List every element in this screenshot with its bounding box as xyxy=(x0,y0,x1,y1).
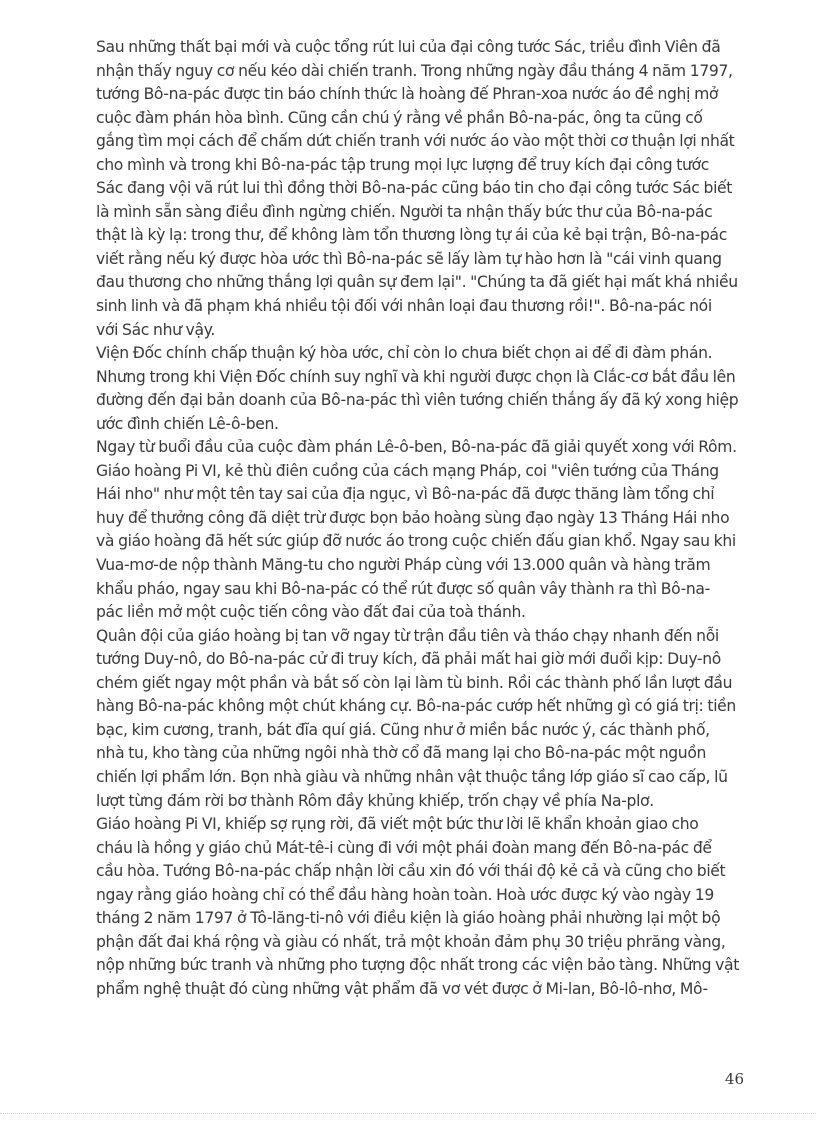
text-line: thật là kỳ lạ: trong thư, để không làm tổn thương lòng tự ái của kẻ bại trận, Bô-na-pác xyxy=(96,226,727,245)
paragraph xyxy=(96,342,776,436)
text-line: Nhưng trong khi Viện Đốc chính suy nghĩ và khi người được chọn là Clắc-cơ bắt đầu lên xyxy=(96,367,736,386)
text-line: Sác đang vội vã rút lui thì đồng thời Bô-na-pác cũng báo tin cho đại công tước Sác biết xyxy=(96,179,733,198)
text-line: nhận thấy nguy cơ nếu kéo dài chiến tranh. Trong những ngày đầu tháng 4 năm 1797, xyxy=(96,61,733,80)
text-line: tướng Duy-nô, do Bô-na-pác cử đi truy kích, đã phải mất hai giờ mới đuổi kịp: Duy-nô xyxy=(96,650,721,669)
text-line: nộp những bức tranh và những pho tượng độc nhất trong các viện bảo tàng. Những vật xyxy=(96,956,740,975)
text-line: pác liền mở một cuộc tiến công vào đất đai của toà thánh. xyxy=(96,603,526,622)
text-line: viết rằng nếu ký được hòa ước thì Bô-na-pác sẽ lấy làm tự hào hơn là "cái vinh quang xyxy=(96,249,722,268)
text-line: đau thương cho những thắng lợi quân sự đem lại". "Chúng ta đã giết hại mất khá nhiều xyxy=(96,273,738,292)
text-line: tướng Bô-na-pác được tin báo chính thức là hoàng đế Phran-xoa nước áo đề nghị mở xyxy=(96,85,719,104)
text-line: sinh linh và đã phạm khá nhiều tội đối với nhân loại đau thương rồi!". Bô-na-pác nói xyxy=(96,297,712,316)
text-line: là mình sẵn sàng điều đình ngừng chiến. Người ta nhận thấy bức thư của Bô-na-pác xyxy=(96,202,713,221)
text-line: chiến lợi phẩm lớn. Bọn nhà giàu và những nhân vật thuộc tầng lớp giáo sĩ cao cấp, lũ xyxy=(96,767,728,786)
text-line: huy để thưởng công đã diệt trừ được bọn bảo hoàng sùng đạo ngày 13 Tháng Hái nho xyxy=(96,508,730,527)
text-line: đường đến đại bản doanh của Bô-na-pác thì viên tướng chiến thắng ấy đã ký xong hiệp xyxy=(96,391,739,410)
text-line: cuộc đàm phán hòa bình. Cũng cần chú ý rằng về phần Bô-na-pác, ông ta cũng cố xyxy=(96,108,703,127)
text-line: ước đình chiến Lê-ô-ben. xyxy=(96,414,279,433)
text-line: lượt từng đám rời bơ thành Rôm đầy khủng khiếp, trốn chạy về phía Na-plơ. xyxy=(96,791,654,810)
text-line: bạc, kim cương, tranh, bát đĩa quí giá. Cũng như ở miền bắc nước ý, các thành phố, xyxy=(96,720,710,739)
text-line: Quân đội của giáo hoàng bị tan vỡ ngay từ trận đầu tiên và tháo chạy nhanh đến nỗi xyxy=(96,626,719,645)
body-text xyxy=(96,36,776,1001)
text-line: cháu là hồng y giáo chủ Mát-tê-i cùng đi với một phái đoàn mang đến Bô-na-pác để xyxy=(96,838,712,857)
text-line: cầu hòa. Tướng Bô-na-pác chấp nhận lời cầu xin đó với thái độ kẻ cả và cũng cho biết xyxy=(96,862,726,881)
text-line: Hái nho" như một tên tay sai của địa ngục, vì Bô-na-pác đã được thăng làm tổng chỉ xyxy=(96,485,715,504)
text-line: gắng tìm mọi cách để chấm dứt chiến tranh với nước áo vào một thời cơ thuận lợi nhất xyxy=(96,132,735,151)
text-line: nhà tu, kho tàng của những ngôi nhà thờ cổ đã mang lại cho Bô-na-pác một nguồn xyxy=(96,744,707,763)
text-line: phận đất đai khá rộng và giàu có nhất, trả một khoản đảm phụ 30 triệu phrăng vàng, xyxy=(96,932,726,951)
paragraph xyxy=(96,436,776,624)
text-line: Sau những thất bại mới và cuộc tổng rút lui của đại công tước Sác, triều đình Viên đã xyxy=(96,38,721,56)
text-line: Giáo hoàng Pi VI, kẻ thù điên cuồng của cách mạng Pháp, coi "viên tướng của Tháng xyxy=(96,461,719,480)
text-line: cho mình và trong khi Bô-na-pác tập trung mọi lực lượng để truy kích đại công tước xyxy=(96,155,709,174)
paragraph xyxy=(96,625,776,813)
paragraph xyxy=(96,813,776,1001)
text-line: chém giết ngay một phần và bắt số còn lại làm tù binh. Rồi các thành phố lần lượt đầu xyxy=(96,673,733,692)
text-line: Giáo hoàng Pi VI, khiếp sợ rụng rời, đã viết một bức thư lời lẽ khẩn khoản giao cho xyxy=(96,815,699,834)
page-bottom-divider xyxy=(0,1113,816,1114)
text-line: khẩu pháo, ngay sau khi Bô-na-pác có thể rút được số quân vây thành ra thì Bô-na- xyxy=(96,579,710,598)
text-line: Vua-mơ-de nộp thành Măng-tu cho người Pháp cùng với 13.000 quân và hàng trăm xyxy=(96,556,711,575)
text-line: phẩm nghệ thuật đó cùng những vật phẩm đã vơ vét được ở Mi-lan, Bô-lô-nhơ, Mô- xyxy=(96,979,708,998)
text-line: Viện Đốc chính chấp thuận ký hòa ước, chỉ còn lo chưa biết chọn ai để đi đàm phán. xyxy=(96,344,713,363)
page-number: 46 xyxy=(724,1070,744,1088)
text-line: Ngay từ buổi đầu của cuộc đàm phán Lê-ô-ben, Bô-na-pác đã giải quyết xong với Rôm. xyxy=(96,438,737,457)
text-line: với Sác như vậy. xyxy=(96,320,215,339)
text-line: hàng Bô-na-pác không một chút kháng cự. Bô-na-pác cướp hết những gì có giá trị: tiền xyxy=(96,697,736,716)
text-line: tháng 2 năm 1797 ở Tô-lăng-ti-nô với điều kiện là giáo hoàng phải nhường lại một bộ xyxy=(96,909,721,928)
paragraph xyxy=(96,36,776,342)
text-line: và giáo hoàng đã hết sức giúp đỡ nước áo trong cuộc chiến đấu gian khổ. Ngay sau khi xyxy=(96,532,736,551)
text-line: ngay rằng giáo hoàng chỉ có thể đầu hàng hoàn toàn. Hoà ước được ký vào ngày 19 xyxy=(96,885,714,904)
